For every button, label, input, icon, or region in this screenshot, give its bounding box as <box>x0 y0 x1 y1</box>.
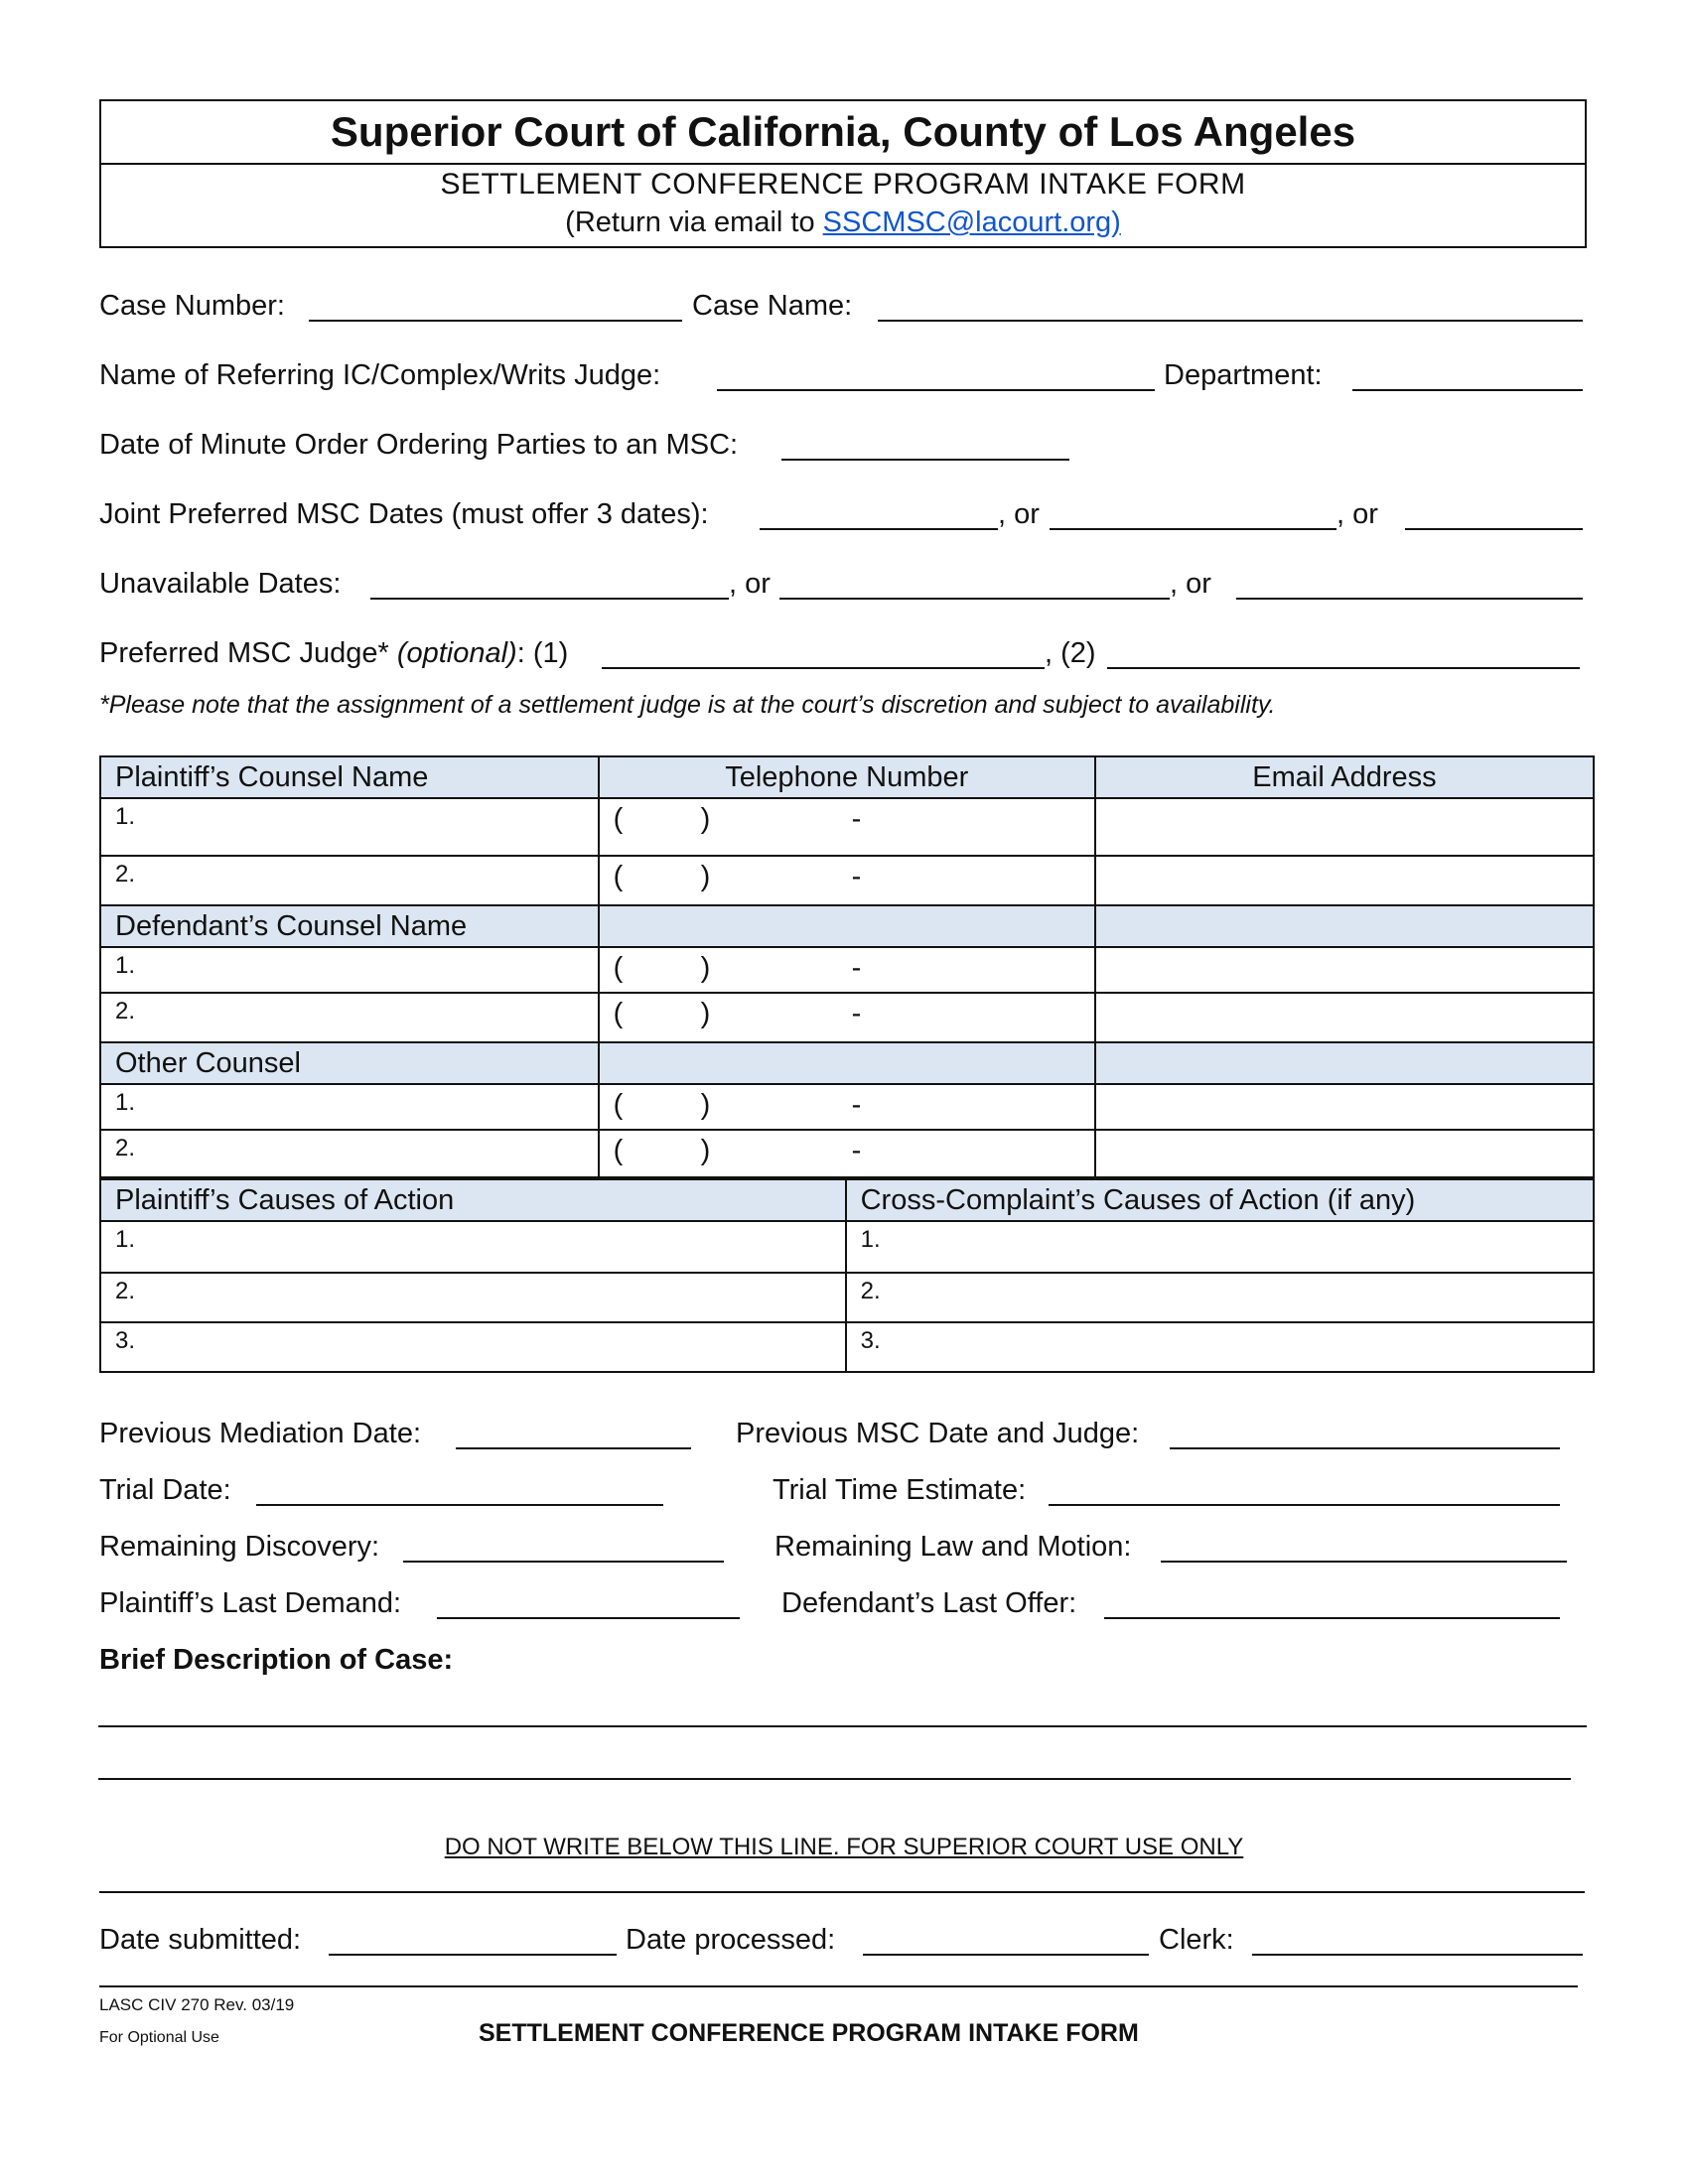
prev-mediation-field[interactable] <box>456 1447 691 1449</box>
joint-preferred-label: Joint Preferred MSC Dates (must offer 3 dates): <box>99 498 709 530</box>
court-use-notice: DO NOT WRITE BELOW THIS LINE. FOR SUPERIOR COURT USE ONLY <box>444 1834 1244 1860</box>
date-submitted-field[interactable] <box>329 1954 617 1956</box>
telephone-header: Telephone Number <box>599 756 1095 798</box>
causes-table <box>99 1178 1595 1373</box>
case-number-label: Case Number: <box>99 290 285 322</box>
cross-cause-cell[interactable]: 3. <box>846 1322 1594 1372</box>
table-row <box>100 1130 1594 1177</box>
email-cell[interactable] <box>1095 1130 1594 1177</box>
table-row <box>100 1221 1594 1273</box>
table-row <box>100 993 1594 1042</box>
remaining-discovery-label: Remaining Discovery: <box>99 1531 380 1563</box>
trial-date-field[interactable] <box>256 1504 663 1506</box>
date-processed-field[interactable] <box>863 1954 1149 1956</box>
joint-date-3-field[interactable] <box>1405 528 1583 530</box>
footer-form-title: SETTLEMENT CONFERENCE PROGRAM INTAKE FORM <box>479 2019 1139 2047</box>
judge-assignment-note: *Please note that the assignment of a settlement judge is at the court’s discretion and subject to availability. <box>99 691 1276 719</box>
preferred-judge-2-field[interactable] <box>1107 667 1580 669</box>
cross-causes-header: Cross-Complaint’s Causes of Action (if any) <box>846 1179 1594 1221</box>
optional-label: (optional) <box>396 637 517 669</box>
table-row <box>100 798 1594 856</box>
joint-date-2-field[interactable] <box>1050 528 1336 530</box>
plaintiff-cause-cell[interactable]: 3. <box>100 1322 846 1372</box>
plaintiff-demand-label: Plaintiff’s Last Demand: <box>99 1587 402 1619</box>
plaintiff-counsel-header: Plaintiff’s Counsel Name <box>100 756 599 798</box>
department-field[interactable] <box>1352 389 1583 391</box>
or-label: , or <box>1170 568 1211 600</box>
description-line-2[interactable] <box>98 1778 1571 1780</box>
form-id: LASC CIV 270 Rev. 03/19 <box>99 1995 295 2014</box>
department-label: Department: <box>1164 359 1323 391</box>
preferred-judge-one: : (1) <box>516 637 569 669</box>
return-email-link[interactable]: SSCMSC@lacourt.org) <box>822 206 1121 238</box>
table-row <box>100 1273 1594 1322</box>
unavailable-1-field[interactable] <box>370 598 729 600</box>
plaintiff-causes-header: Plaintiff’s Causes of Action <box>100 1179 846 1221</box>
name-cell[interactable]: 2. <box>100 993 599 1042</box>
phone-cell[interactable]: ( ) - <box>599 1130 1095 1177</box>
cross-cause-cell[interactable]: 2. <box>846 1273 1594 1322</box>
form-subtitle: SETTLEMENT CONFERENCE PROGRAM INTAKE FORM <box>440 168 1246 201</box>
email-cell[interactable] <box>1095 1084 1594 1130</box>
plaintiff-demand-field[interactable] <box>437 1617 740 1619</box>
divider <box>99 1985 1578 1987</box>
defendant-counsel-header: Defendant’s Counsel Name <box>100 905 599 947</box>
phone-cell[interactable]: ( ) - <box>599 1084 1095 1130</box>
unavailable-3-field[interactable] <box>1236 598 1583 600</box>
phone-cell[interactable]: ( ) - <box>599 798 1095 856</box>
phone-cell[interactable]: ( ) - <box>599 856 1095 905</box>
email-cell[interactable] <box>1095 856 1594 905</box>
remaining-law-field[interactable] <box>1161 1561 1567 1563</box>
return-instructions <box>101 205 1585 240</box>
return-prefix: (Return via email to <box>565 206 823 238</box>
case-name-label: Case Name: <box>692 290 853 322</box>
name-cell[interactable]: 1. <box>100 1084 599 1130</box>
defendant-offer-field[interactable] <box>1104 1617 1560 1619</box>
referring-judge-field[interactable] <box>717 389 1155 391</box>
case-number-field[interactable] <box>309 320 682 322</box>
email-cell[interactable] <box>1095 947 1594 993</box>
form-header <box>99 99 1587 248</box>
email-header: Email Address <box>1095 756 1594 798</box>
name-cell[interactable]: 2. <box>100 1130 599 1177</box>
other-counsel-header: Other Counsel <box>100 1042 599 1084</box>
plaintiff-cause-cell[interactable]: 1. <box>100 1221 846 1273</box>
plaintiff-cause-cell[interactable]: 2. <box>100 1273 846 1322</box>
table-row <box>100 947 1594 993</box>
or-label: , or <box>1336 498 1378 530</box>
remaining-discovery-field[interactable] <box>403 1561 724 1563</box>
unavailable-label: Unavailable Dates: <box>99 568 342 600</box>
table-row <box>100 856 1594 905</box>
defendant-offer-label: Defendant’s Last Offer: <box>781 1587 1077 1619</box>
clerk-label: Clerk: <box>1159 1924 1234 1956</box>
cross-cause-cell[interactable]: 1. <box>846 1221 1594 1273</box>
name-cell[interactable]: 1. <box>100 947 599 993</box>
date-submitted-label: Date submitted: <box>99 1924 302 1956</box>
remaining-law-label: Remaining Law and Motion: <box>774 1531 1132 1563</box>
description-line-1[interactable] <box>98 1725 1587 1727</box>
case-name-field[interactable] <box>878 320 1583 322</box>
or-label: , or <box>998 498 1040 530</box>
trial-time-field[interactable] <box>1049 1504 1560 1506</box>
email-cell[interactable] <box>1095 993 1594 1042</box>
phone-cell[interactable]: ( ) - <box>599 947 1095 993</box>
name-cell[interactable]: 1. <box>100 798 599 856</box>
date-processed-label: Date processed: <box>626 1924 836 1956</box>
prev-msc-field[interactable] <box>1170 1447 1560 1449</box>
phone-cell[interactable]: ( ) - <box>599 993 1095 1042</box>
prev-msc-label: Previous MSC Date and Judge: <box>736 1418 1140 1449</box>
email-cell[interactable] <box>1095 798 1594 856</box>
table-row <box>100 1084 1594 1130</box>
table-row <box>100 1322 1594 1372</box>
preferred-judge-two-label: , (2) <box>1045 637 1096 669</box>
trial-date-label: Trial Date: <box>99 1474 231 1506</box>
joint-date-1-field[interactable] <box>760 528 998 530</box>
minute-order-label: Date of Minute Order Ordering Parties to an MSC: <box>99 429 739 461</box>
minute-order-field[interactable] <box>781 459 1069 461</box>
name-cell[interactable]: 2. <box>100 856 599 905</box>
preferred-judge-label <box>99 636 568 670</box>
court-title: Superior Court of California, County of Los Angeles <box>101 101 1585 165</box>
unavailable-2-field[interactable] <box>779 598 1170 600</box>
counsel-table <box>99 755 1595 1178</box>
optional-use: For Optional Use <box>99 2029 219 2046</box>
preferred-judge-prefix: Preferred MSC Judge* <box>99 637 397 669</box>
prev-mediation-label: Previous Mediation Date: <box>99 1418 421 1449</box>
brief-description-label: Brief Description of Case: <box>99 1644 454 1676</box>
or-label: , or <box>729 568 771 600</box>
clerk-field[interactable] <box>1252 1954 1583 1956</box>
preferred-judge-1-field[interactable] <box>602 667 1045 669</box>
trial-time-label: Trial Time Estimate: <box>773 1474 1027 1506</box>
referring-judge-label: Name of Referring IC/Complex/Writs Judge: <box>99 359 661 391</box>
divider <box>99 1891 1585 1893</box>
